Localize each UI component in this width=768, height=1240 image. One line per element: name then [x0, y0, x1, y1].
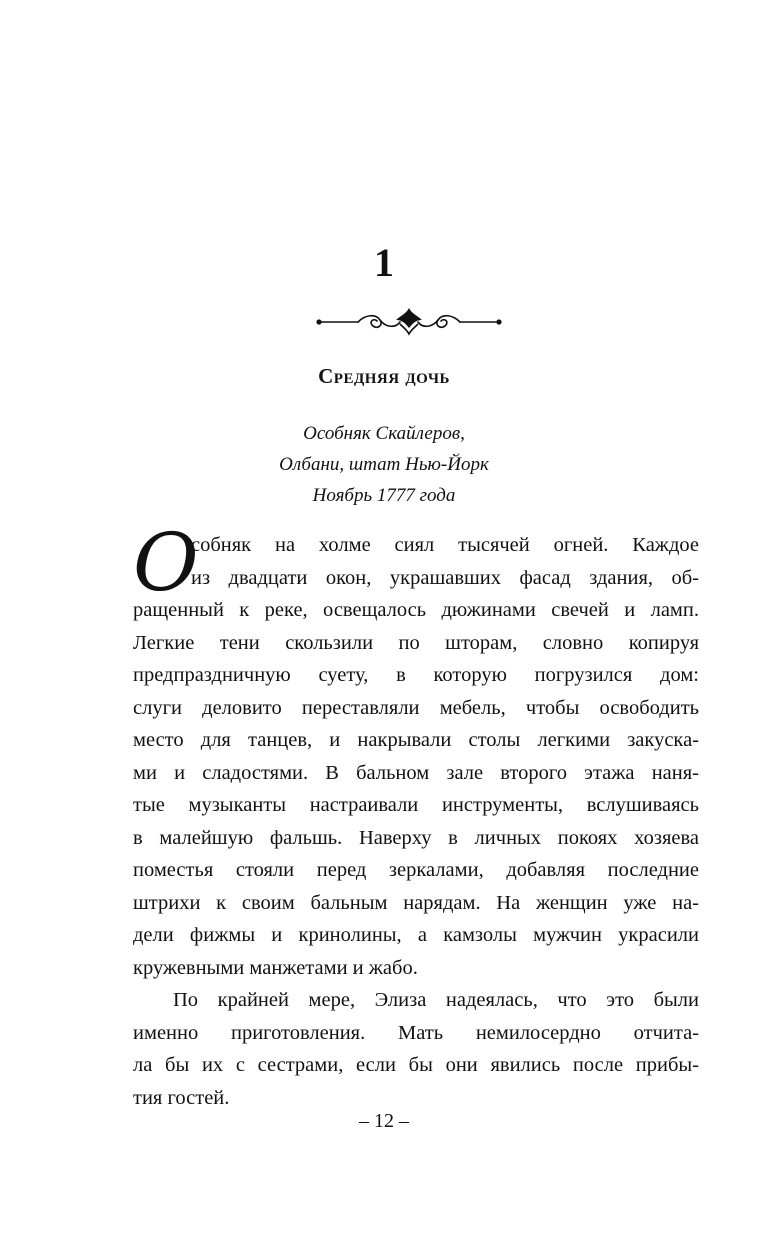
text-line: собняк на холме сиял тысячей огней. Каждое [191, 534, 699, 556]
text-line: предпраздничную суету, в которую погрузился дом: [133, 664, 699, 686]
flourish-ornament-icon [314, 306, 504, 338]
text-line: слуги деловито переставляли мебель, чтобы освободить [133, 696, 699, 719]
text-line: из двадцати окон, украшавших фасад здания, об- [191, 566, 699, 589]
text-line: именно приготовления. Мать немилосердно отчита- [133, 1021, 699, 1044]
text-line: ращенный к реке, освещалось дюжинами свечей и ламп. [133, 599, 699, 621]
text-line: тые музыканты настраивали инструменты, вслушиваясь [133, 794, 699, 816]
text-line: в малейшую фальшь. Наверху в личных покоях хозяева [133, 826, 699, 849]
page-number: – 12 – [359, 1110, 409, 1132]
body-text [133, 516, 699, 1114]
chapter-title: Средняя дочь [318, 364, 450, 388]
drop-cap: О [133, 516, 199, 609]
date-line: Ноябрь 1777 года [312, 485, 456, 506]
text-line: ла бы их с сестрами, если бы они явились после прибы- [133, 1054, 699, 1076]
chapter-number: 1 [374, 240, 394, 285]
text-line: По крайней мере, Элиза надеялась, что это были [173, 989, 699, 1011]
text-line: штрихи к своим бальным нарядам. На женщин уже на- [133, 891, 699, 914]
text-line: дели фижмы и кринолины, а камзолы мужчин украсили [133, 924, 699, 946]
place-and-date [0, 418, 768, 511]
text-line: место для танцев, и накрывали столы легкими закуска- [133, 729, 699, 751]
place-line-1: Особняк Скайлеров, [303, 423, 465, 444]
text-line: кружевными манжетами и жабо. [133, 956, 418, 979]
text-line: ми и сладостями. В бальном зале второго этажа наня- [133, 761, 699, 784]
place-line-2: Олбани, штат Нью-Йорк [279, 454, 489, 475]
text-line: Легкие тени скользили по шторам, словно копируя [133, 631, 699, 654]
text-line: тия гостей. [133, 1086, 230, 1109]
text-line: поместья стояли перед зеркалами, добавляя последние [133, 859, 699, 881]
